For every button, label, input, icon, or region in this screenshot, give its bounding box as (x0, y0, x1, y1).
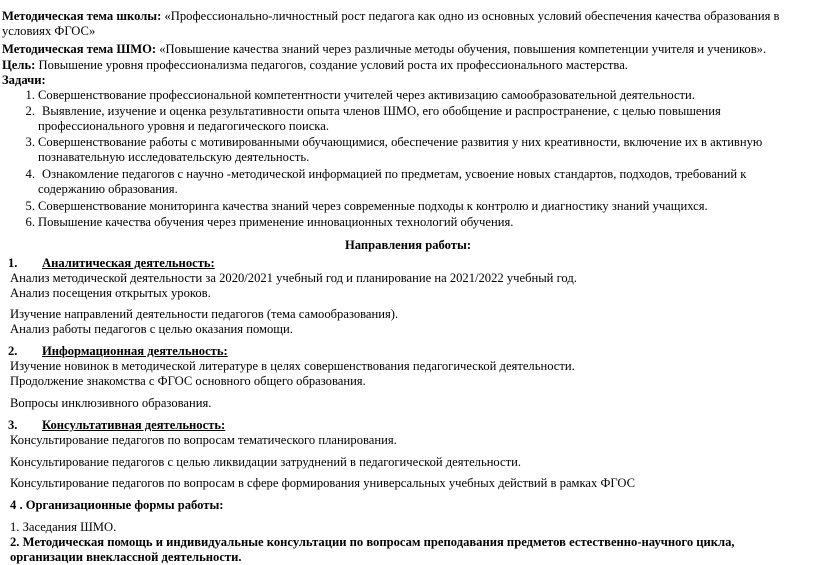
shmo-theme-line (2, 42, 766, 57)
goal-text: Повышение уровня профессионализма педагогов, создание условий роста их профессионального мастерства. (38, 58, 628, 72)
goal-line (2, 58, 628, 73)
section-1-title: Аналитическая деятельность: (42, 256, 215, 270)
section-1-line-4: Анализ работы педагогов с целью оказания помощи. (10, 322, 293, 336)
section-2-line-1: Изучение новинок в методической литературе в целях совершенствования педагогической деятельности. (10, 359, 575, 373)
section-4-line-1: 1. Заседания ШМО. (10, 520, 117, 534)
section-4-title: 4 . Организационные формы работы: (10, 498, 224, 512)
directions-title: Направления работы: (344, 238, 472, 252)
shmo-theme-text: «Повышение качества знаний через различные методы обучения, повышения компетенции учителя и учеников». (159, 42, 767, 56)
section-2-line-2: Продолжение знакомства с ФГОС основного общего образования. (10, 374, 366, 388)
section-2-title: Информационная деятельность: (42, 344, 228, 358)
section-3-number: 3. (8, 418, 18, 432)
school-theme-line-2: условиях ФГОС» (2, 24, 96, 38)
shmo-theme-label: Методическая тема ШМО: (2, 42, 157, 56)
section-1-line-2: Анализ посещения открытых уроков. (10, 286, 211, 300)
section-3-title: Консультативная деятельность: (42, 418, 226, 432)
section-2-line-3: Вопросы инклюзивного образования. (10, 396, 212, 410)
section-3-line-3: Консультирование педагогов по вопросам в сфере формирования универсальных учебных действий в рамках ФГОС (10, 476, 636, 490)
section-1-line-1: Анализ методической деятельности за 2020/2021 учебный год и планирование на 2021/2022 учебный год. (10, 271, 577, 285)
school-theme-text: «Профессионально-личностный рост педагога как одно из основных условий обеспечения качества образования в (164, 9, 780, 23)
section-3-line-1: Консультирование педагогов по вопросам тематического планирования. (10, 433, 397, 447)
tasks-heading: Задачи: (2, 73, 46, 87)
section-3-line-2: Консультирование педагогов с целью ликвидации затруднений в педагогической деятельности. (10, 455, 522, 469)
school-theme-line (2, 9, 780, 24)
school-theme-label: Методическая тема школы: (2, 9, 162, 23)
section-4-line-2: 2. Методическая помощь и индивидуальные консультации по вопросам преподавания предметов естественно-научного цикла, (10, 535, 735, 549)
section-4-line-3: организации внеклассной деятельности. (10, 550, 242, 564)
section-2-number: 2. (8, 344, 18, 358)
section-1-line-3: Изучение направлений деятельности педагогов (тема самообразования). (10, 307, 399, 321)
section-1-number: 1. (8, 256, 18, 270)
goal-label: Цель: (2, 58, 36, 72)
